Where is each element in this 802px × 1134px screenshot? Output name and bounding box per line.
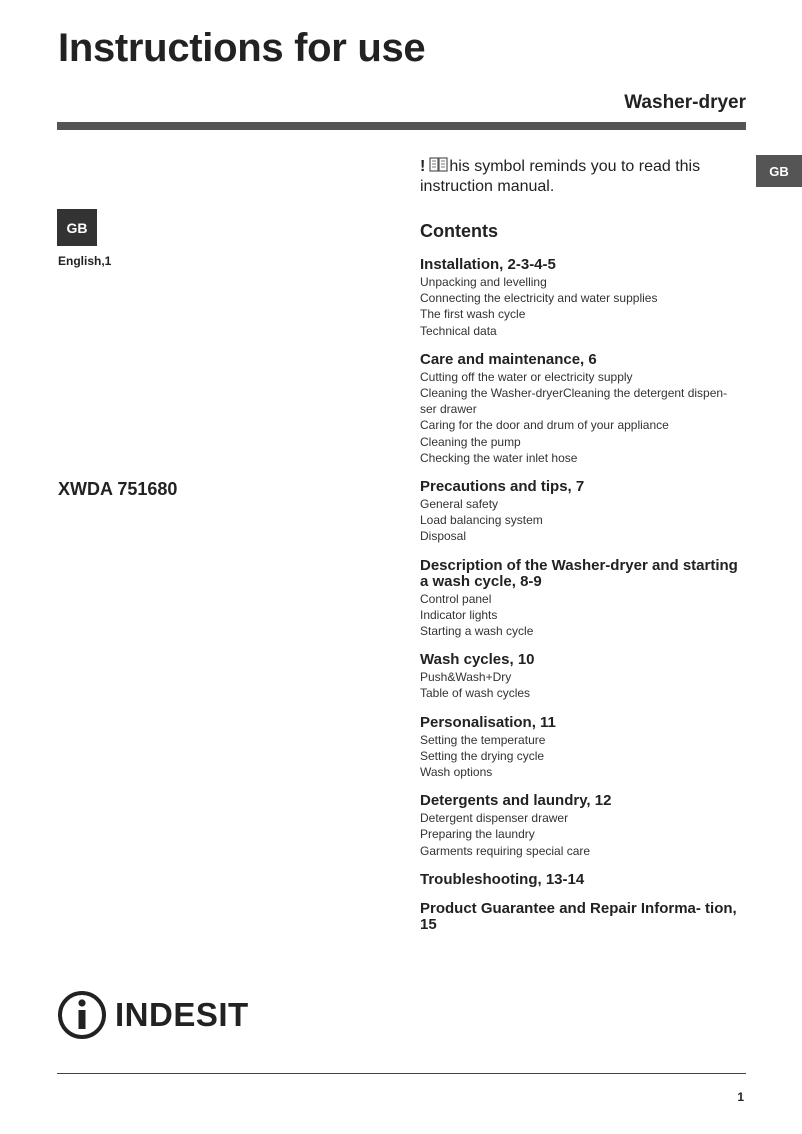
contents-section xyxy=(420,257,745,339)
section-item: Starting a wash cycle xyxy=(420,624,534,639)
section-item: Cutting off the water or electricity supply xyxy=(420,369,633,384)
section-item: Connecting the electricity and water supplies xyxy=(420,291,658,306)
section-item: Table of wash cycles xyxy=(420,686,531,701)
section-item: Indicator lights xyxy=(420,607,498,622)
section-item: Disposal xyxy=(420,529,467,544)
section-item: Load balancing system xyxy=(420,513,543,528)
section-item: Cleaning the pump xyxy=(420,434,521,449)
section-item: Detergent dispenser drawer xyxy=(420,811,569,826)
contents-section xyxy=(420,479,745,545)
section-item: Checking the water inlet hose xyxy=(420,450,578,465)
section-title: Installation, 2-3-4-5 xyxy=(420,256,556,273)
section-title: Precautions and tips, 7 xyxy=(420,478,585,496)
logo-wordmark: INDESIT xyxy=(115,996,249,1033)
section-title: Detergents and laundry, 12 xyxy=(420,792,612,810)
table-of-contents xyxy=(420,221,745,946)
contents-section xyxy=(420,652,745,701)
section-item: Garments requiring special care xyxy=(420,843,591,858)
section-item: Unpacking and levelling xyxy=(420,275,547,289)
section-item: Control panel xyxy=(420,591,492,606)
section-item: Preparing the laundry xyxy=(420,827,535,842)
contents-section xyxy=(420,352,745,466)
section-item: ser drawer xyxy=(420,402,477,417)
contents-section xyxy=(420,901,745,933)
contents-section xyxy=(420,793,745,859)
notice-text: his symbol reminds you to read this instruction manual. xyxy=(420,158,701,195)
contents-section xyxy=(420,558,745,640)
page-title: Instructions for use xyxy=(58,26,426,70)
exclamation-mark: ! xyxy=(420,158,426,175)
section-item: Cleaning the Washer-dryerCleaning the detergent dispen- xyxy=(420,386,728,401)
contents-title: Contents xyxy=(420,221,498,241)
section-title: Product Guarantee and Repair Informa- tion, 15 xyxy=(420,899,737,933)
section-item: Caring for the door and drum of your appliance xyxy=(420,418,669,433)
page-number: 1 xyxy=(737,1090,744,1104)
section-item: Wash options xyxy=(420,765,493,780)
section-item: Setting the drying cycle xyxy=(420,748,545,763)
model-number: XWDA 751680 xyxy=(58,479,178,499)
section-item: Setting the temperature xyxy=(420,732,546,747)
section-title: Wash cycles, 10 xyxy=(420,651,535,669)
book-icon xyxy=(429,156,449,173)
contents-section xyxy=(420,872,745,888)
side-language-tab: GB xyxy=(756,155,802,187)
brand-logo xyxy=(57,990,249,1040)
section-title: Troubleshooting, 13-14 xyxy=(420,870,585,888)
section-item: The first wash cycle xyxy=(420,307,526,322)
section-item: Push&Wash+Dry xyxy=(420,670,512,685)
document-subtitle: Washer-dryer xyxy=(624,92,746,113)
language-label: English,1 xyxy=(58,254,112,268)
section-item: Technical data xyxy=(420,323,497,338)
section-title: Personalisation, 11 xyxy=(420,713,556,731)
contents-section xyxy=(420,715,745,781)
section-item: General safety xyxy=(420,497,499,512)
read-manual-notice xyxy=(420,156,720,197)
section-title: Care and maintenance, 6 xyxy=(420,350,597,368)
footer-divider xyxy=(57,1073,746,1074)
section-title: Description of the Washer-dryer and starting a wash cycle, 8-9 xyxy=(420,556,738,590)
language-badge: GB xyxy=(57,209,97,246)
indesit-logo-icon xyxy=(57,990,107,1040)
header-divider xyxy=(57,122,746,130)
